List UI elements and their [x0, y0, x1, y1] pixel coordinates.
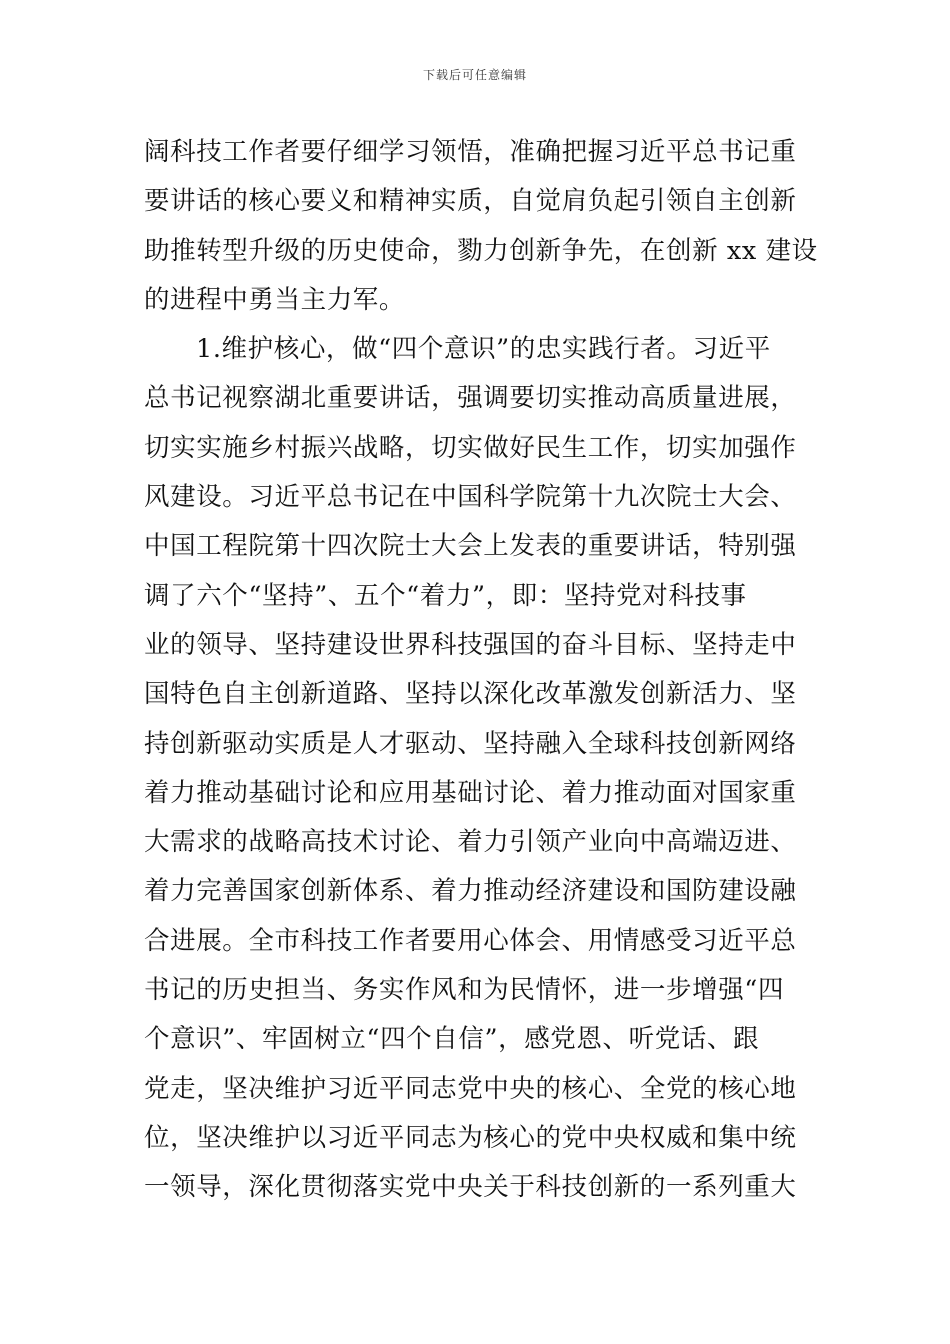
text-line: 阔科技工作者要仔细学习领悟，准确把握习近平总书记重 — [144, 137, 797, 167]
text-line: 持创新驱动实质是人才驱动、坚持融入全球科技创新网络 — [144, 728, 797, 759]
text-line: 书记的历史担当、务实作风和为民情怀，进一步增强“四 — [144, 975, 785, 1006]
text-line: 调了六个“坚持”、五个“着力”，即：坚持党对科技事 — [144, 580, 747, 611]
text-line: 业的领导、坚持建设世界科技强国的奋斗目标、坚持走中 — [144, 629, 797, 660]
text-line: 个意识”、牢固树立“四个自信”，感党恩、听党话、跟 — [144, 1024, 760, 1055]
text-line: 大需求的战略高技术讨论、着力引领产业向中高端迈进、 — [144, 827, 797, 858]
text-line: 总书记视察湖北重要讲话，强调要切实推动高质量进展， — [144, 383, 797, 414]
paragraph-2 — [144, 325, 812, 1212]
page-header: 下载后可任意编辑 — [422, 68, 527, 82]
text-line: 着力推动基础讨论和应用基础讨论、着力推动面对国家重 — [144, 777, 797, 808]
document-body — [144, 128, 818, 1213]
text-line: 要讲话的核心要义和精神实质，自觉肩负起引领自主创新 — [144, 186, 797, 217]
text-line: 着力完善国家创新体系、着力推动经济建设和国防建设融 — [144, 876, 797, 907]
text-line: 风建设。习近平总书记在中国科学院第十九次院士大会、 — [144, 482, 797, 513]
text-line: 合进展。全市科技工作者要用心体会、用情感受习近平总 — [144, 925, 797, 956]
text-line: 党走，坚决维护习近平同志党中央的核心、全党的核心地 — [144, 1073, 797, 1104]
text-line: 1.维护核心，做“四个意识”的忠实践行者。习近平 — [196, 334, 771, 365]
text-line: 切实实施乡村振兴战略，切实做好民生工作，切实加强作 — [144, 432, 797, 463]
text-line: 的进程中勇当主力军。 — [144, 284, 406, 315]
text-line: 一领导，深化贯彻落实党中央关于科技创新的一系列重大 — [144, 1172, 797, 1203]
text-line: 中国工程院第十四次院士大会上发表的重要讲话，特别强 — [144, 531, 797, 562]
text-line: 助推转型升级的历史使命，勠力创新争先，在创新 xx 建设 — [144, 235, 818, 266]
text-line: 国特色自主创新道路、坚持以深化改革激发创新活力、坚 — [144, 679, 797, 710]
text-line: 位，坚决维护以习近平同志为核心的党中央权威和集中统 — [144, 1122, 797, 1153]
paragraph-1 — [144, 128, 818, 325]
